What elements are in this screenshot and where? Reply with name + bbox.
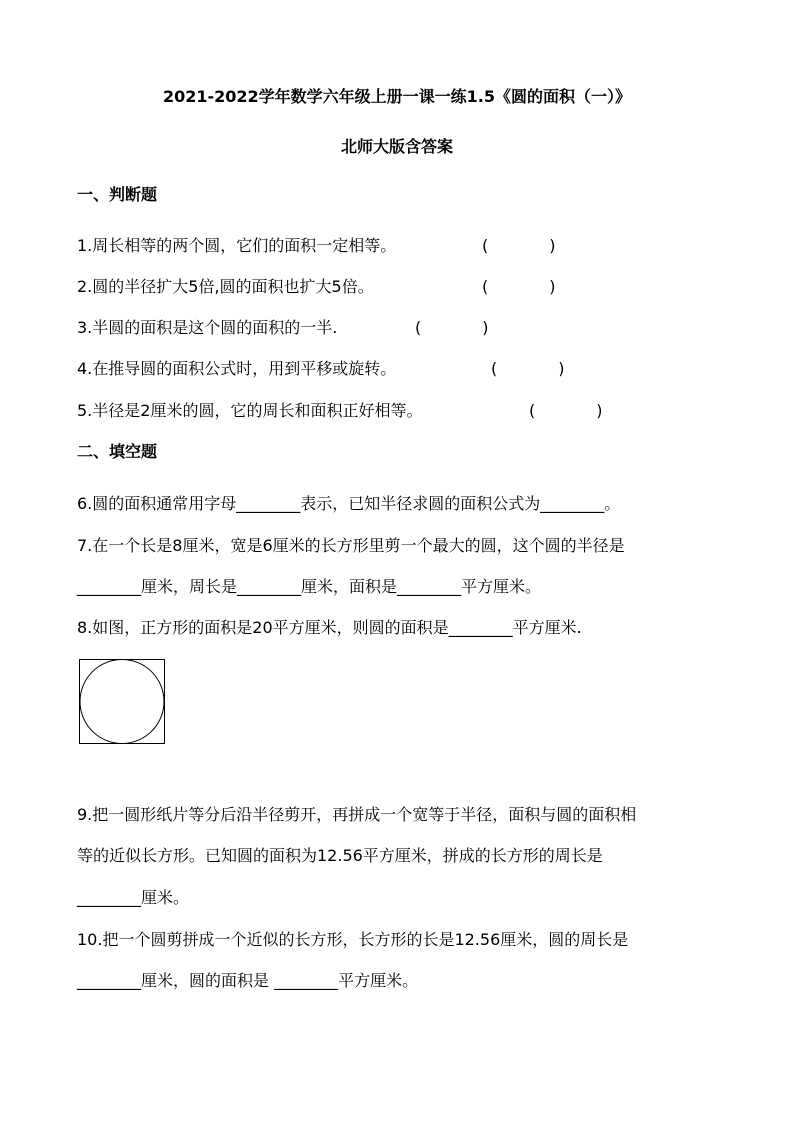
fill-question-7-line-1: 7.在一个长是8厘米，宽是6厘米的长方形里剪一个最大的圆，这个圆的半径是	[77, 536, 625, 555]
judge-question-1: 1.周长相等的两个圆，它们的面积一定相等。	[77, 236, 397, 255]
answer-blank-5[interactable]: ( )	[529, 401, 603, 420]
fill-question-9-line-3: ________厘米。	[77, 888, 190, 907]
answer-blank-3[interactable]: ( )	[415, 318, 489, 337]
answer-blank-2[interactable]: ( )	[482, 277, 556, 296]
fill-question-9-line-2: 等的近似长方形。已知圆的面积为12.56平方厘米，拼成的长方形的周长是	[77, 846, 603, 865]
judge-question-4: 4.在推导圆的面积公式时，用到平移或旋转。	[77, 359, 397, 378]
section-heading-judge: 一、判断题	[77, 185, 158, 204]
square-with-inscribed-circle-figure	[79, 659, 165, 745]
judge-question-2: 2.圆的半径扩大5倍,圆的面积也扩大5倍。	[77, 277, 374, 296]
judge-question-3: 3.半圆的面积是这个圆的面积的一半.	[77, 318, 338, 337]
fill-question-9-line-1: 9.把一圆形纸片等分后沿半径剪开，再拼成一个宽等于半径，面积与圆的面积相	[77, 805, 637, 824]
judge-question-5: 5.半径是2厘米的圆，它的周长和面积正好相等。	[77, 401, 423, 420]
fill-question-10-line-2: ________厘米，圆的面积是 ________平方厘米。	[77, 971, 419, 990]
answer-blank-4[interactable]: ( )	[491, 359, 565, 378]
fill-question-6: 6.圆的面积通常用字母________表示，已知半径求圆的面积公式为________。	[77, 494, 621, 513]
section-heading-fill: 二、填空题	[77, 442, 158, 461]
circle-shape	[80, 660, 164, 744]
fill-question-10-line-1: 10.把一个圆剪拼成一个近似的长方形，长方形的长是12.56厘米，圆的周长是	[77, 930, 629, 949]
answer-blank-1[interactable]: ( )	[482, 236, 556, 255]
fill-question-7-line-2: ________厘米，周长是________厘米，面积是________平方厘米。	[77, 577, 542, 596]
document-subtitle: 北师大版含答案	[340, 137, 453, 156]
fill-question-8: 8.如图，正方形的面积是20平方厘米，则圆的面积是________平方厘米.	[77, 618, 582, 637]
document-title: 2021-2022学年数学六年级上册一课一练1.5《圆的面积（一）》	[162, 87, 632, 106]
